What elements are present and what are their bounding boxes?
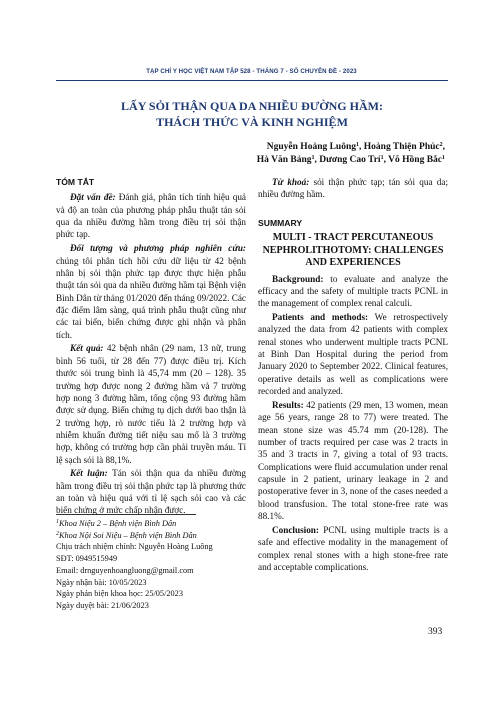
vi-background-text: Đánh giá, phân tích tính hiệu quả và độ an toàn của phương pháp phẫu thuật tán sỏi qua da nhiều đường hầm trong điều trị sỏi thận phức tạp.: [56, 192, 246, 240]
vi-methods-label: Đối tượng và phương pháp nghiên cứu:: [70, 243, 246, 254]
author-name: Hoàng Thiện Phúc: [363, 142, 440, 152]
english-title-line-1: MULTI - TRACT PERCUTANEOUS: [272, 232, 434, 244]
english-title-line-3: AND EXPERIENCES: [305, 257, 401, 269]
date-accepted: Ngày duyệt bài: 21/06/2023: [56, 600, 149, 610]
vi-methods-text: chúng tôi phân tích hồi cứu dữ liệu từ 42 bệnh nhân bị sỏi thận phức tạp được thực hiện phẫu thuật tán sỏi qua da nhiều đường hầm tại Bệnh viện Bình Dân từ tháng 01/2020 đến tháng 09/2022. Các đặc điểm lâm sàng, quá trình phẫu thuật cũng như các tai biến, biến chứng được ghi nhận và phân tích.: [56, 255, 246, 340]
en-background-label: Background:: [272, 273, 324, 284]
corresponding-email: Email: drnguyenhoangluong@gmail.com: [56, 565, 194, 575]
en-methods-paragraph: [258, 311, 448, 397]
vi-background-label: Đặt vấn đề:: [70, 192, 116, 203]
english-title: [258, 232, 448, 270]
affiliation-1: [56, 518, 256, 530]
authors-line-1: Nguyễn Hoàng Luông$^1$, Hoàng Thiện Phúc$^2$,: [266, 142, 445, 152]
affiliation-mark: 1: [56, 519, 59, 525]
corresponding-phone: SĐT: 0949515949: [56, 554, 118, 564]
page-number: 393: [428, 627, 443, 637]
author-name: Hà Văn Bảng: [256, 155, 312, 165]
footnotes: [56, 518, 256, 612]
journal-header: TẠP CHÍ Y HỌC VIỆT NAM TẬP 528 - THÁNG 7 - SỐ CHUYÊN ĐỀ - 2023: [146, 68, 357, 75]
date-reviewed: Ngày phản biện khoa học: 25/05/2023: [56, 589, 183, 599]
author-name: Nguyễn Hoàng Luông: [266, 142, 357, 152]
english-title-line-2: NEPHROLITHOTOMY: CHALLENGES: [262, 244, 444, 256]
en-background-paragraph: [258, 273, 448, 310]
affiliation-mark: 2: [56, 530, 59, 537]
author-affiliation-mark: 1: [356, 142, 360, 148]
affiliation-2-text: Khoa Nội Soi Niệu – Bệnh viện Bình Dân: [59, 530, 197, 540]
article-title-line-1: LẤY SỎI THẬN QUA DA NHIỀU ĐƯỜNG HẦM:: [121, 99, 383, 113]
footnote-rule: [56, 514, 196, 515]
article-title-line-2: THÁCH THỨC VÀ KINH NGHIỆM: [156, 115, 348, 129]
vi-results-label: Kết quả:: [70, 343, 104, 354]
vi-keywords-text: sỏi thận phức tạp; tán sỏi qua da; nhiều đường hầm.: [258, 177, 448, 200]
vi-methods-paragraph: [56, 242, 246, 341]
vi-keywords-paragraph: [258, 176, 448, 201]
vi-results-paragraph: [56, 342, 246, 465]
author-affiliation-mark: 1: [311, 155, 315, 161]
header-rule: [56, 80, 448, 81]
en-background-text: to evaluate and analyze the efficacy and the safety of multiple tracts PCNL in the management of complex renal calculi.: [258, 273, 448, 309]
right-column: [258, 176, 448, 575]
english-summary-heading: SUMMARY: [258, 217, 303, 228]
en-conclusion-paragraph: [258, 524, 448, 573]
en-conclusion-text: PCNL using multiple tracts is a safe and effective modality in the management of complex renal stones with a high stone-free rate and acceptable complications.: [258, 524, 449, 572]
en-results-label: Results:: [272, 399, 304, 410]
vi-results-text: 42 bệnh nhân (29 nam, 13 nữ, trung bình 56 tuổi, từ 28 đến 77) được điều trị. Kích thước sỏi trung bình là 45,74 mm (20 – 128). 35 trường hợp được nong 2 đường hầm và 7 trường hợp nong 3 đường hầm, tổng cộng 93 đường hầm được sử dụng. Biến chứng tụ dịch dưới bao thận là 2 trường hợp, rò nước tiểu là 2 trường hợp và nhiễm khuẩn đường tiết niệu sau mổ là 3 trường hợp, không có trường hợp cần phải truyền máu. Tỉ lệ sạch sỏi là 88,1%.: [56, 343, 247, 465]
affiliation-1-text: Khoa Niệu 2 – Bệnh viện Bình Dân: [59, 519, 177, 528]
en-results-text: 42 patients (29 men, 13 women, mean age 56 years, range 28 to 77) were treated. The mean stone size was 45.74 mm (20-128). The number of tracts required per case was 2 tracts in 35 and 3 tracts in 7, giving a total of 93 tracts. Complications were fluid accumulation under renal capsule in 2 patient, urinary leakage in 2 and postoperative fever in 3, none of the cases needed a blood transfusion. The total stone-free rate was 88.1%.: [258, 399, 448, 522]
en-conclusion-label: Conclusion:: [272, 524, 319, 535]
vi-background-paragraph: [56, 191, 246, 240]
vietnamese-abstract-heading: TÓM TẮT: [56, 177, 95, 187]
author-affiliation-mark: 1: [380, 155, 384, 161]
left-column: [56, 176, 246, 518]
vi-conclusion-label: Kết luận:: [70, 468, 108, 479]
author-affiliation-mark: 1: [442, 155, 445, 161]
affiliation-2: [56, 530, 256, 542]
corresponding-author: Chịu trách nhiệm chính: Nguyễn Hoàng Luông: [56, 542, 213, 552]
author-name: Võ Hồng Bắc: [388, 155, 442, 165]
vi-conclusion-text: Tán sỏi thận qua da nhiều đường hầm trong điều trị sỏi thận phức tạp là phương thức an toàn và hiệu quả với tỉ lệ sạch sỏi cao và các biến chứng ở mức chấp nhận được.: [56, 468, 246, 516]
en-methods-text: We retrospectively analyzed the data from 42 patients with complex renal stones who underwent multiple tracts PCNL at Binh Dan Hospital during the period from January 2020 to September 2022. Clinical features, operative details as well as complications were recorded and analyzed.: [258, 312, 448, 397]
author-affiliation-mark: 2: [439, 142, 443, 148]
en-methods-label: Patients and methods:: [272, 312, 369, 323]
author-name: Dương Cao Trí: [319, 155, 381, 165]
vi-keywords-label: Từ khoá:: [272, 177, 310, 187]
date-received: Ngày nhận bài: 10/05/2023: [56, 577, 147, 587]
en-results-paragraph: [258, 399, 448, 522]
vi-conclusion-paragraph: [56, 467, 246, 516]
authors-line-2: Hà Văn Bảng$^1$, Dương Cao Trí$^1$, Võ Hồng Bắc$^1$: [256, 155, 445, 165]
